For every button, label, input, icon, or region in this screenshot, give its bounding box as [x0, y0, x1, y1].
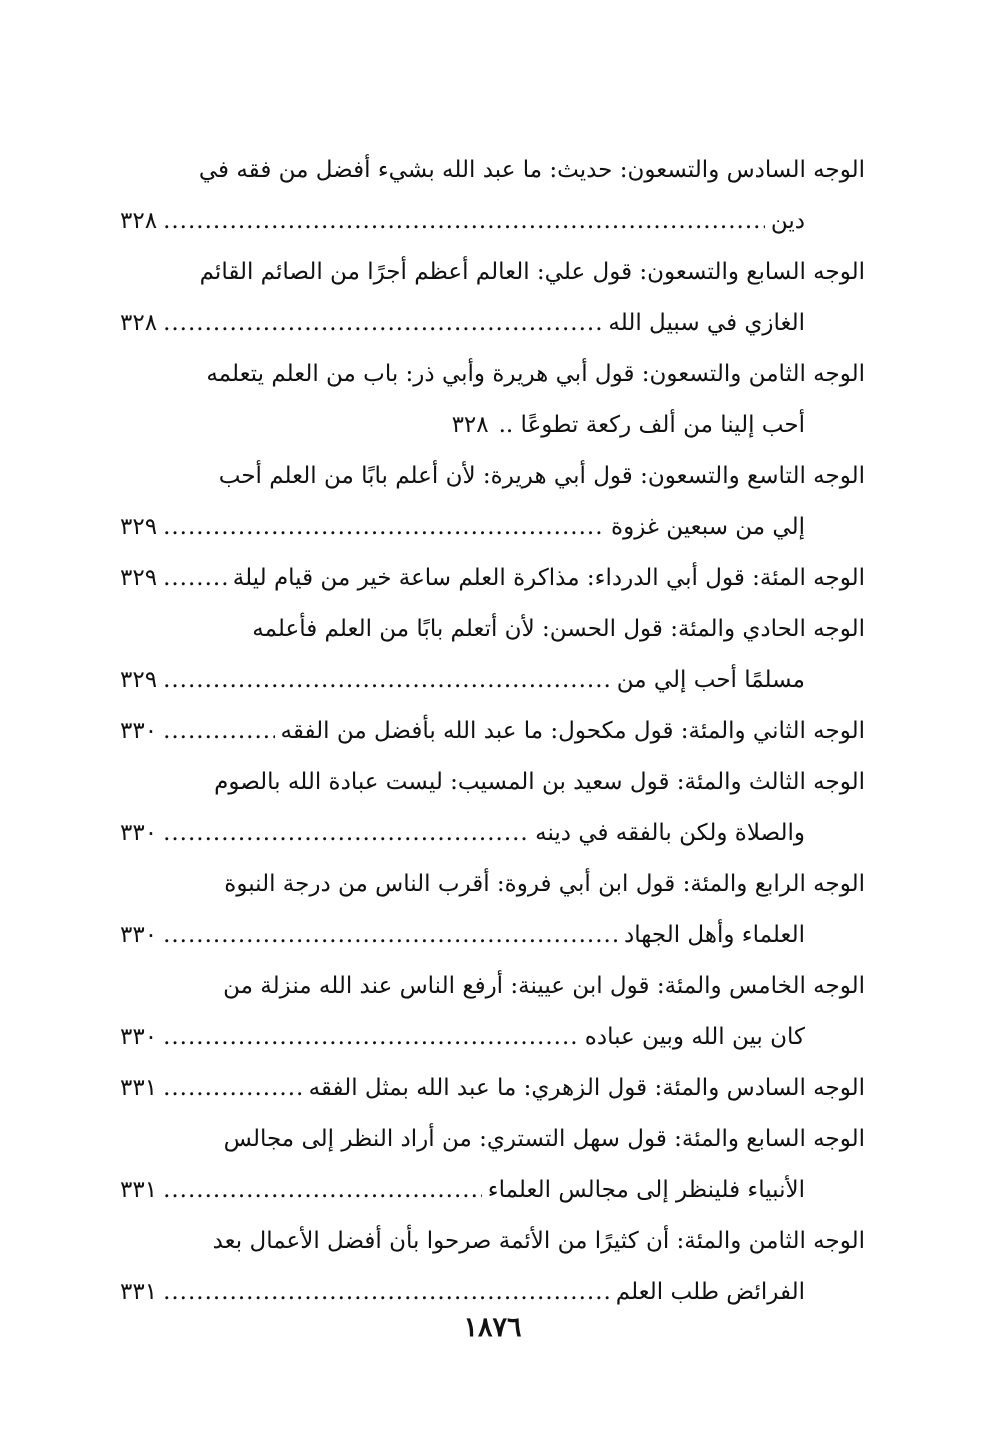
toc-page-number: ٣٢٨: [120, 208, 158, 234]
toc-page-number: ٣٢٨: [451, 412, 489, 438]
leader-dots: [163, 1267, 610, 1318]
toc-entry-title: الوجه الثامن والمئة: أن كثيرًا من الأئمة صرحوا بأن أفضل الأعمال بعد: [212, 1228, 865, 1254]
toc-entry-line: [120, 1216, 865, 1267]
toc-entry-line: [120, 298, 865, 349]
toc-page-number: ٣٢٩: [120, 514, 158, 540]
leader-dots: [163, 655, 611, 706]
toc-entry-title: الوجه الثامن والتسعون: قول أبي هريرة وأبي ذر: باب من العلم يتعلمه: [206, 361, 865, 387]
toc-entry-line: [120, 910, 865, 961]
toc-entry-title-cont: أحب إلينا من ألف ركعة تطوعًا ..: [498, 412, 805, 438]
toc-entry-line: [120, 859, 865, 910]
toc-page-number: ٣٣١: [120, 1279, 158, 1305]
table-of-contents: [120, 145, 865, 1318]
toc-entry-line: [120, 553, 865, 604]
toc-entry-line: [120, 1267, 865, 1318]
toc-entry-title-cont: الفرائض طلب العلم: [615, 1279, 805, 1305]
leader-dots: [163, 298, 602, 349]
toc-entry-line: [120, 451, 865, 502]
leader-dots: [163, 553, 227, 604]
toc-entry-title: الوجه الحادي والمئة: قول الحسن: لأن أتعلم بابًا من العلم فأعلمه: [252, 616, 865, 642]
toc-entry-line: [120, 1165, 865, 1216]
toc-entry-title-cont: دين: [770, 208, 805, 234]
toc-entry-title: الوجه الرابع والمئة: قول ابن أبي فروة: أقرب الناس من درجة النبوة: [224, 871, 865, 897]
toc-entry-line: [120, 247, 865, 298]
toc-entry-title: الوجه السابع والمئة: قول سهل التستري: من أراد النظر إلى مجالس: [223, 1126, 865, 1152]
toc-entry-line: [120, 400, 865, 451]
toc-entry-title-cont: مسلمًا أحب إلي من: [616, 667, 805, 693]
toc-entry-title: الوجه الثاني والمئة: قول مكحول: ما عبد الله بأفضل من الفقه: [280, 718, 865, 744]
toc-page-number: ٣٢٩: [120, 667, 158, 693]
toc-entry-title: الوجه الخامس والمئة: قول ابن عيينة: أرفع الناس عند الله منزلة من: [223, 973, 865, 999]
toc-entry-line: [120, 706, 865, 757]
toc-entry-title: الوجه السادس والمئة: قول الزهري: ما عبد الله بمثل الفقه: [308, 1075, 865, 1101]
toc-entry-title-cont: الأنبياء فلينظر إلى مجالس العلماء: [487, 1177, 805, 1203]
toc-entry-title: الوجه التاسع والتسعون: قول أبي هريرة: لأن أعلم بابًا من العلم أحب: [218, 463, 865, 489]
toc-entry-title-cont: والصلاة ولكن بالفقه في دينه: [535, 820, 805, 846]
toc-page-number: ٣٣٠: [120, 922, 158, 948]
leader-dots: [163, 502, 605, 553]
toc-entry-line: [120, 655, 865, 706]
leader-dots: [163, 1012, 579, 1063]
toc-page-number: ٣٢٨: [120, 310, 158, 336]
toc-entry-line: [120, 349, 865, 400]
page-number: ١٨٧٦: [463, 1312, 522, 1343]
leader-dots: [163, 196, 765, 247]
toc-entry-line: [120, 1063, 865, 1114]
toc-entry-line: [120, 1012, 865, 1063]
leader-dots: [163, 706, 274, 757]
toc-page-number: ٣٣١: [120, 1075, 158, 1101]
toc-entry-title-cont: العلماء وأهل الجهاد: [624, 922, 805, 948]
toc-entry-line: [120, 808, 865, 859]
toc-entry-title: الوجه الثالث والمئة: قول سعيد بن المسيب: ليست عبادة الله بالصوم: [214, 769, 865, 795]
toc-entry-line: [120, 196, 865, 247]
toc-entry-line: [120, 145, 865, 196]
toc-entry-title-cont: كان بين الله وبين عباده: [584, 1024, 805, 1050]
toc-entry-line: [120, 961, 865, 1012]
toc-page-number: ٣٢٩: [120, 565, 158, 591]
toc-page-number: ٣٣٠: [120, 1024, 158, 1050]
toc-entry-title: الوجه المئة: قول أبي الدرداء: مذاكرة العلم ساعة خير من قيام ليلة: [232, 565, 865, 591]
toc-entry-title: الوجه السادس والتسعون: حديث: ما عبد الله بشيء أفضل من فقه في: [198, 157, 865, 183]
toc-entry-title-cont: إلي من سبعين غزوة: [611, 514, 805, 540]
toc-entry-title-cont: الغازي في سبيل الله: [608, 310, 805, 336]
leader-dots: [163, 1165, 482, 1216]
toc-page-number: ٣٣٠: [120, 820, 158, 846]
toc-entry-line: [120, 502, 865, 553]
toc-entry-line: [120, 757, 865, 808]
toc-entry-line: [120, 1114, 865, 1165]
toc-entry-line: [120, 604, 865, 655]
toc-page-number: ٣٣١: [120, 1177, 158, 1203]
toc-page-number: ٣٣٠: [120, 718, 158, 744]
leader-dots: [163, 1063, 303, 1114]
leader-dots: [163, 910, 618, 961]
toc-entry-title: الوجه السابع والتسعون: قول علي: العالم أعظم أجرًا من الصائم القائم: [199, 259, 865, 285]
leader-dots: [163, 808, 529, 859]
